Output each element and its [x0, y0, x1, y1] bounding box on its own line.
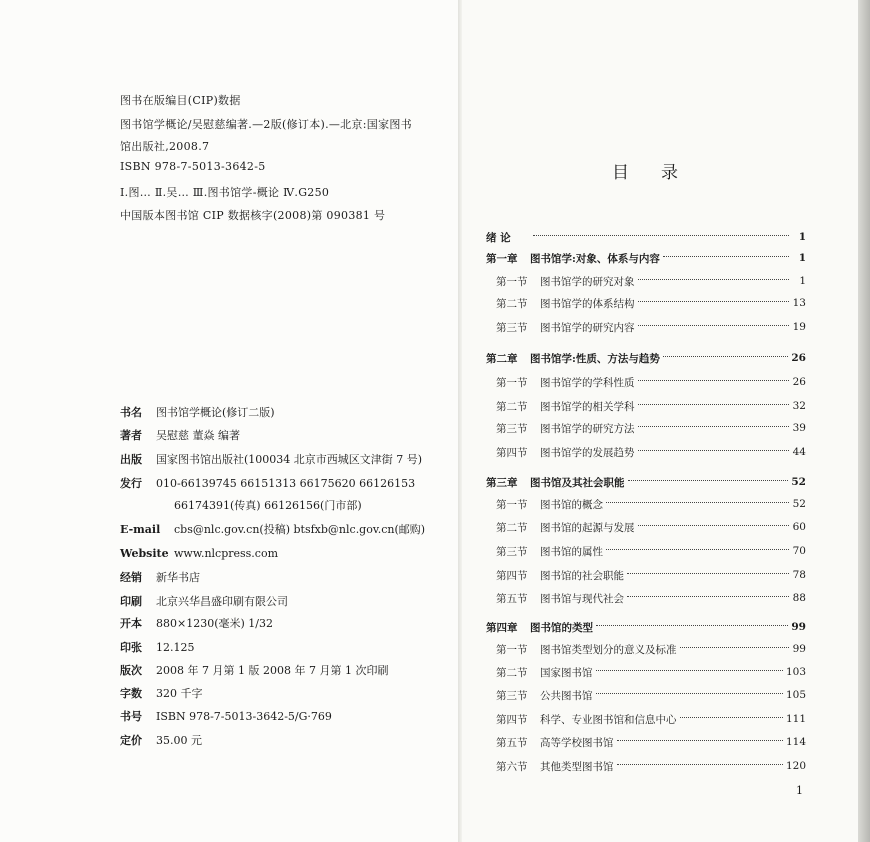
info-value: ISBN 978-7-5013-3642-5/G·769: [156, 710, 332, 723]
toc-entry-number: 第一节: [496, 498, 528, 511]
toc-entry-title: 图书馆学的研究对象: [540, 275, 635, 288]
toc-leader-dots: [606, 549, 789, 550]
info-value: 2008 年 7 月第 1 版 2008 年 7 月第 1 次印刷: [156, 664, 389, 677]
toc-chapter-row: [486, 474, 806, 490]
toc-leader-dots: [638, 525, 790, 526]
info-label: 印张: [120, 641, 142, 654]
toc-entry-title: 高等学校图书馆: [540, 736, 614, 749]
toc-entry-title: 公共图书馆: [540, 689, 593, 702]
toc-entry-number: 第二节: [496, 666, 528, 679]
toc-entry-number: 第一节: [496, 643, 528, 656]
toc-entry-title: 图书馆的类型: [530, 621, 593, 634]
toc-page-number: 19: [792, 321, 806, 333]
cip-title: 图书在版编目(CIP)数据: [120, 94, 241, 107]
toc-section-row: [486, 398, 806, 414]
info-value: 320 千字: [156, 687, 203, 700]
toc-entry-title: 科学、专业图书馆和信息中心: [540, 713, 677, 726]
toc-entry-number: 第一节: [496, 275, 528, 288]
toc-entry-number: 第三节: [496, 321, 528, 334]
toc-chapter-row: [486, 250, 806, 266]
toc-section-row: [486, 420, 806, 436]
toc-section-row: [486, 567, 806, 583]
toc-leader-dots: [596, 625, 788, 626]
toc-page-number: 39: [792, 422, 806, 434]
toc-leader-dots: [638, 325, 790, 326]
toc-section-row: [486, 519, 806, 535]
toc-section-row: [486, 664, 806, 680]
info-label: 出版: [120, 453, 142, 466]
info-label: 开本: [120, 617, 142, 630]
info-value: 国家图书馆出版社(100034 北京市西城区文津街 7 号): [156, 453, 423, 466]
toc-page-number: 32: [792, 400, 806, 412]
info-label: E-mail: [120, 523, 161, 536]
toc-entry-number: 第六节: [496, 760, 528, 773]
toc-section-row: [486, 496, 806, 512]
info-value: 吴慰慈 董焱 编著: [156, 429, 240, 442]
toc-section-row: [486, 273, 806, 289]
toc-section-row: [486, 295, 806, 311]
info-label: 发行: [120, 477, 142, 490]
toc-page-number: 13: [792, 297, 806, 309]
cip-number: 中国版本图书馆 CIP 数据核字(2008)第 090381 号: [120, 209, 386, 222]
toc-page-number: 1: [799, 275, 806, 287]
toc-chapter-row: [486, 229, 806, 245]
info-value: www.nlcpress.com: [174, 547, 279, 560]
toc-page-number: 44: [792, 446, 806, 458]
toc-entry-number: 第四节: [496, 446, 528, 459]
toc-leader-dots: [680, 647, 790, 648]
info-value: 880×1230(毫米) 1/32: [156, 617, 273, 630]
info-value: 图书馆学概论(修订二版): [156, 406, 275, 419]
toc-leader-dots: [663, 256, 789, 257]
toc-entry-title: 图书馆学的发展趋势: [540, 446, 635, 459]
toc-page-number: 1: [798, 231, 806, 243]
toc-page-number: 105: [785, 689, 806, 701]
info-value: 12.125: [156, 641, 195, 654]
info-label: 版次: [120, 664, 142, 677]
toc-page-number: 78: [792, 569, 806, 581]
toc-page-number: 52: [792, 498, 806, 510]
toc-leader-dots: [606, 502, 789, 503]
toc-entry-title: 图书馆学的研究方法: [540, 422, 635, 435]
toc-entry-number: 第二章: [486, 352, 518, 365]
info-value: 66174391(传真) 66126156(门市部): [174, 499, 362, 512]
toc-page-number: 120: [785, 760, 806, 772]
toc-leader-dots: [680, 717, 783, 718]
toc-leader-dots: [638, 404, 790, 405]
info-label: 定价: [120, 734, 142, 747]
toc-leader-dots: [638, 426, 790, 427]
toc-page-number: 26: [791, 352, 806, 364]
toc-entry-title: 其他类型图书馆: [540, 760, 614, 773]
toc-leader-dots: [596, 693, 783, 694]
toc-page-number: 60: [792, 521, 806, 533]
toc-entry-title: 国家图书馆: [540, 666, 593, 679]
toc-entry-title: 图书馆类型划分的意义及标准: [540, 643, 677, 656]
info-label: 著者: [120, 429, 142, 442]
toc-section-row: [486, 543, 806, 559]
toc-section-row: [486, 641, 806, 657]
toc-entry-title: 图书馆学:性质、方法与趋势: [530, 352, 660, 365]
toc-entry-title: 图书馆与现代社会: [540, 592, 624, 605]
info-value: 北京兴华昌盛印刷有限公司: [156, 595, 288, 608]
toc-entry-title: 图书馆学的研究内容: [540, 321, 635, 334]
toc-entry-title: 图书馆学的学科性质: [540, 376, 635, 389]
info-value: 35.00 元: [156, 734, 202, 747]
toc-entry-number: 第三章: [486, 476, 518, 489]
toc-page-number: 1: [798, 252, 806, 264]
toc-entry-number: 第三节: [496, 422, 528, 435]
toc-section-row: [486, 444, 806, 460]
toc-leader-dots: [533, 235, 789, 236]
toc-chapter-row: [486, 619, 806, 635]
toc-entry-number: 第五节: [496, 736, 528, 749]
toc-chapter-row: [486, 350, 806, 366]
toc-page-number: 70: [792, 545, 806, 557]
toc-entry-number: 第三节: [496, 545, 528, 558]
toc-page-number: 111: [785, 713, 806, 725]
cip-record-line-2: 馆出版社,2008.7: [120, 140, 210, 153]
info-label: 字数: [120, 687, 142, 700]
cip-isbn: ISBN 978-7-5013-3642-5: [120, 160, 266, 173]
info-value: 新华书店: [156, 571, 200, 584]
cip-record-line-1: 图书馆学概论/吴慰慈编著.—2版(修订本).—北京:国家图书: [120, 118, 412, 131]
toc-entry-number: 第一章: [486, 252, 518, 265]
toc-entry-number: 第四章: [486, 621, 518, 634]
info-label: 书名: [120, 406, 142, 419]
toc-leader-dots: [628, 480, 789, 481]
toc-page-number: 114: [785, 736, 806, 748]
toc-entry-title: 图书馆的社会职能: [540, 569, 624, 582]
toc-title: 目录: [612, 163, 710, 183]
toc-page-number: 103: [785, 666, 806, 678]
toc-leader-dots: [638, 279, 790, 280]
toc-leader-dots: [638, 301, 790, 302]
toc-entry-number: 第三节: [496, 689, 528, 702]
info-label: Website: [120, 547, 169, 560]
toc-leader-dots: [617, 764, 783, 765]
toc-leader-dots: [627, 596, 789, 597]
toc-entry-title: 图书馆学:对象、体系与内容: [530, 252, 660, 265]
toc-leader-dots: [663, 356, 788, 357]
info-value: cbs@nlc.gov.cn(投稿) btsfxb@nlc.gov.cn(邮购): [174, 523, 426, 536]
toc-section-row: [486, 590, 806, 606]
toc-entry-title: 图书馆及其社会职能: [530, 476, 625, 489]
toc-section-row: [486, 374, 806, 390]
info-label: 书号: [120, 710, 142, 723]
toc-section-row: [486, 687, 806, 703]
toc-entry-number: 第五节: [496, 592, 528, 605]
toc-entry-number: 第四节: [496, 569, 528, 582]
toc-leader-dots: [627, 573, 789, 574]
toc-page-number: 26: [792, 376, 806, 388]
toc-page-number: 99: [792, 643, 806, 655]
page-edge: [858, 0, 870, 842]
toc-entry-number: 第四节: [496, 713, 528, 726]
toc-leader-dots: [596, 670, 783, 671]
toc-leader-dots: [638, 450, 790, 451]
toc-entry-number: 第二节: [496, 400, 528, 413]
toc-entry-title: 图书馆学的相关学科: [540, 400, 635, 413]
toc-entry-number: 第二节: [496, 297, 528, 310]
toc-entry-title: 图书馆的起源与发展: [540, 521, 635, 534]
toc-page-number: 88: [792, 592, 806, 604]
toc-entry-number: 绪 论: [486, 231, 511, 244]
toc-leader-dots: [617, 740, 783, 741]
info-value: 010-66139745 66151313 66175620 66126153: [156, 477, 416, 490]
info-label: 经销: [120, 571, 142, 584]
toc-leader-dots: [638, 380, 790, 381]
toc-entry-title: 图书馆学的体系结构: [540, 297, 635, 310]
toc-entry-title: 图书馆的概念: [540, 498, 603, 511]
page-number: 1: [796, 784, 803, 797]
toc-section-row: [486, 758, 806, 774]
toc-section-row: [486, 319, 806, 335]
toc-entry-number: 第二节: [496, 521, 528, 534]
toc-page-number: 52: [791, 476, 806, 488]
cip-classification: Ⅰ.图… Ⅱ.吴… Ⅲ.图书馆学-概论 Ⅳ.G250: [120, 186, 330, 199]
toc-section-row: [486, 711, 806, 727]
toc-entry-title: 图书馆的属性: [540, 545, 603, 558]
toc-section-row: [486, 734, 806, 750]
toc-entry-number: 第一节: [496, 376, 528, 389]
toc-page-number: 99: [791, 621, 806, 633]
info-label: 印刷: [120, 595, 142, 608]
